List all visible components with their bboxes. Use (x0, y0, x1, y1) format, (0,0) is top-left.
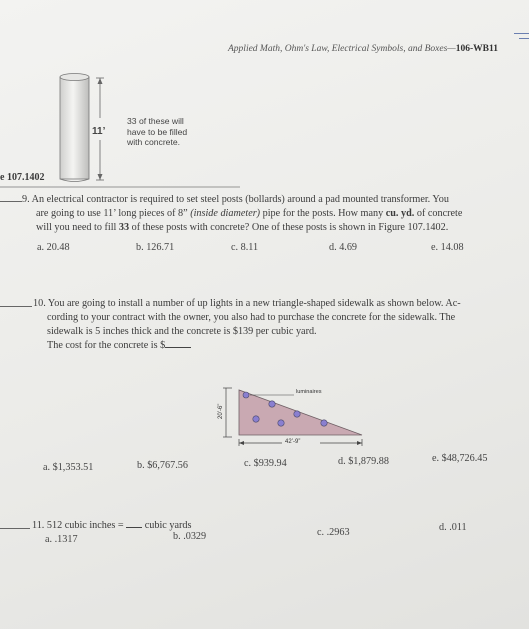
sidewalk-height-label: 20’-6” (218, 403, 224, 419)
q9-line-2: are going to use 11’ long pieces of 8” (inside diameter) pipe for the posts. How many cu. yd. of concrete (36, 208, 463, 219)
q10-answer-blank (0, 306, 32, 307)
pipe-caption-line-2: have to be filled (127, 126, 188, 137)
q9-option-c: c. 8.11 (231, 242, 259, 253)
q11-option-d: d. .011 (439, 522, 467, 533)
q11-text: 11. 512 cubic inches = cubic yards (32, 520, 192, 531)
luminaire (253, 416, 259, 422)
luminaire (278, 420, 284, 426)
sidewalk-triangle (239, 390, 362, 435)
luminaires-label: luminaires (296, 389, 322, 395)
q9-option-d: d. 4.69 (329, 242, 358, 253)
q10-option-a: a. $1,353.51 (43, 462, 94, 473)
q11-option-a: a. .1317 (45, 534, 78, 545)
q10-line-3: sidewalk is 5 inches thick and the concrete is $139 per cubic yard. (47, 326, 317, 337)
q10-text (33, 297, 461, 353)
pipe-body (60, 77, 89, 179)
q10-option-b: b. $6,767.56 (137, 460, 188, 471)
q10-option-e: e. $48,726.45 (432, 453, 488, 464)
q9-answer-blank (0, 201, 22, 202)
page-code: 106-WB11 (455, 44, 498, 54)
q10-line-4: The cost for the concrete is $ (33, 339, 461, 353)
q9-text (22, 193, 462, 235)
pipe-caption (127, 116, 187, 148)
q9-option-e: e. 14.08 (431, 242, 464, 253)
q9-line-3: will you need to fill 33 of these posts with concrete? One of these posts is shown in Figure 107.1402. (36, 222, 449, 233)
pipe-height-label: 11’ (92, 126, 106, 137)
q11-option-b: b. .0329 (173, 531, 207, 542)
q10-line-2: cording to your contract with the owner, you also had to purchase the concrete for the sidewalk. The (47, 312, 456, 323)
sidewalk-base-label: 42’-9” (285, 439, 301, 445)
luminaire (269, 401, 275, 407)
luminaire (321, 420, 327, 426)
figure-number: e 107.1402 (0, 172, 45, 183)
luminaire-legend-icon (243, 392, 249, 398)
pipe-top (60, 74, 89, 81)
q11-answer-blank (0, 528, 30, 529)
pipe-figure (0, 60, 529, 195)
running-header (228, 44, 498, 54)
q10-line-1: 10. You are going to install a number of up lights in a new triangle-shaped sidewalk as shown below. Ac- (33, 298, 461, 309)
corner-mark-2 (519, 38, 529, 39)
running-title: Applied Math, Ohm's Law, Electrical Symbols, and Boxes— (228, 44, 456, 54)
q9-option-b: b. 126.71 (136, 242, 175, 253)
q10-option-c: c. $939.94 (244, 458, 287, 469)
pipe-caption-line-1: 33 of these will (127, 116, 184, 126)
q9-option-a: a. 20.48 (37, 242, 70, 253)
corner-mark (514, 33, 529, 34)
pipe-caption-line-3: with concrete. (127, 137, 181, 147)
q10-option-d: d. $1,879.88 (338, 456, 389, 467)
q11-option-c: c. .2963 (317, 527, 350, 538)
luminaire (294, 411, 300, 417)
q9-line-1: 9. An electrical contractor is required to set steel posts (bollards) around a pad mounted transformer. You (22, 194, 449, 205)
